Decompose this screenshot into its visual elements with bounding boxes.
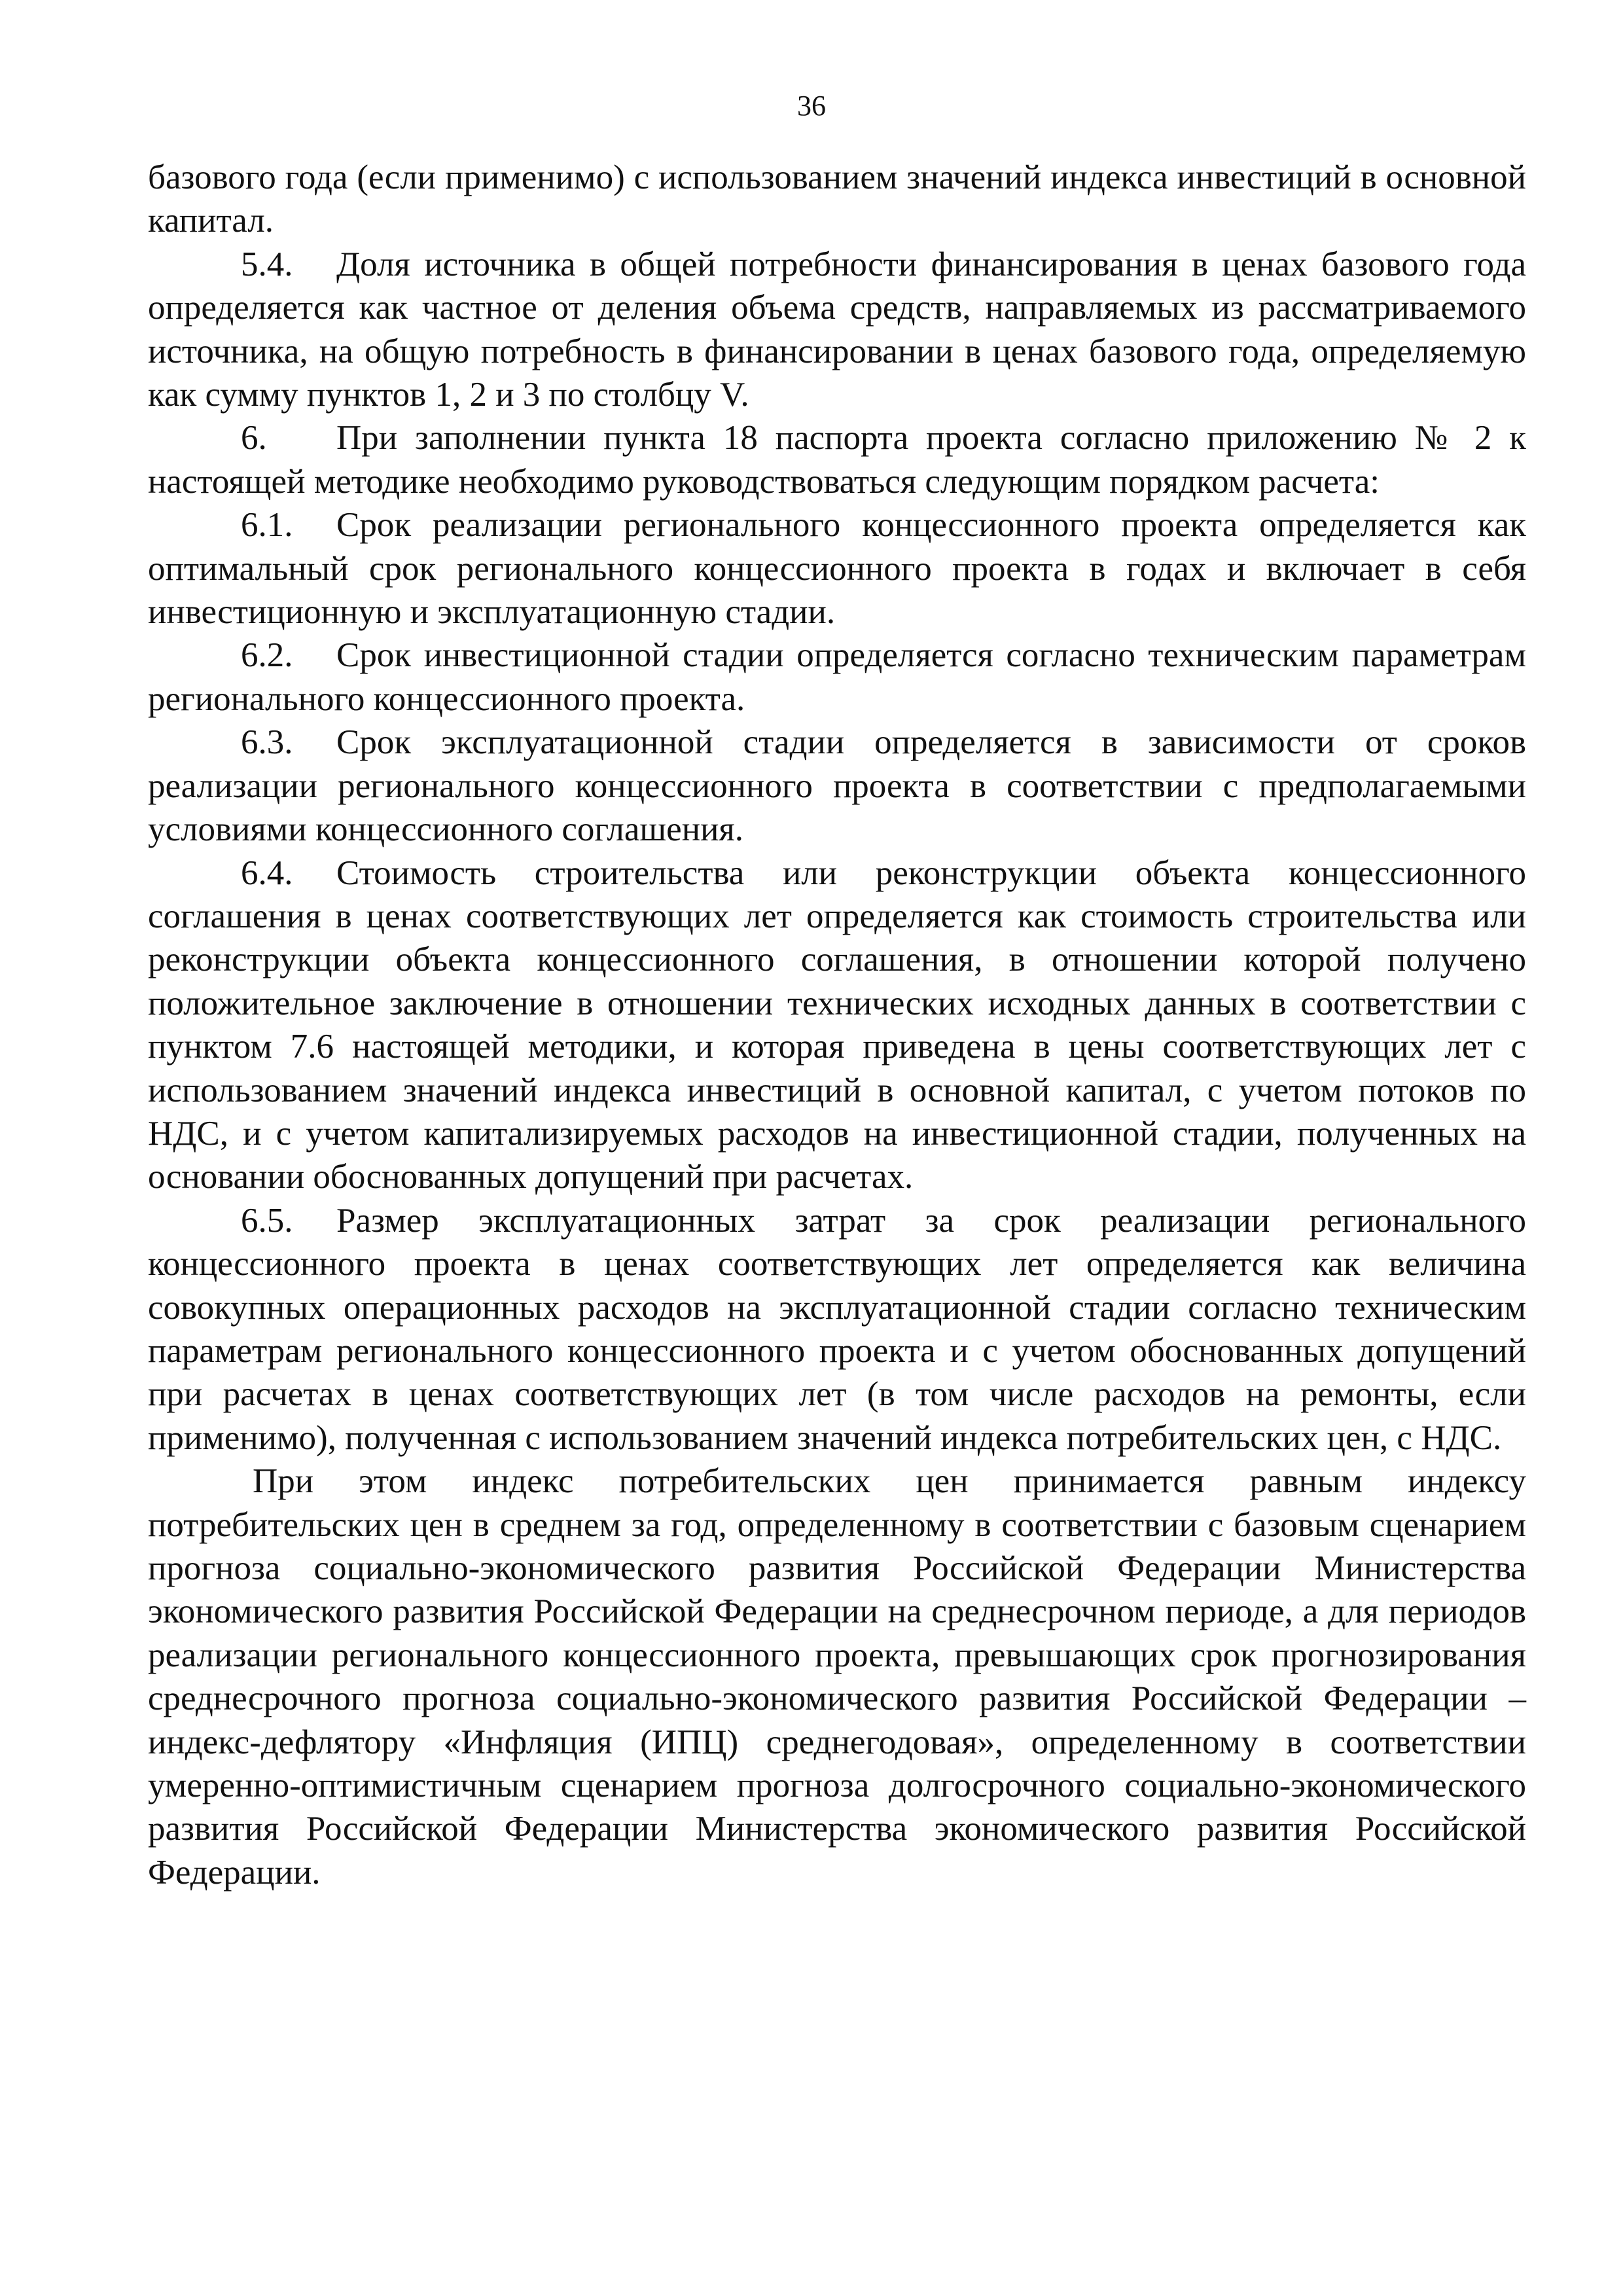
paragraph-6-4 xyxy=(148,852,1526,1199)
paragraph-text: При заполнении пункта 18 паспорта проекта согласно приложению № 2 к настоящей методике необходимо руководствоваться следующим порядком расчета: xyxy=(148,419,1526,501)
paragraph-text: Срок инвестиционной стадии определяется согласно техническим параметрам регионального концессионного проекта. xyxy=(148,636,1526,718)
paragraph-number: 6.5. xyxy=(241,1201,293,1240)
paragraph-number: 6.4. xyxy=(241,853,293,892)
paragraph-cpi-note: При этом индекс потребительских цен принимается равным индексу потребительских цен в среднем за год, определенному в соответствии с базовым сценарием прогноза социально-экономического развития Российской Федерации Министерства экономического развития Российской Федерации на среднесрочном периоде, а для периодов реализации регионального концессионного проекта, превышающих срок прогнозирования среднесрочного прогноза социально-экономического развития Российской Федерации – индекс-дефлятору «Инфляция (ИПЦ) среднегодовая», определенному в соответствии умеренно-оптимистичным сценарием прогноза долгосрочного социально-экономического развития Российской Федерации Министерства экономического развития Российской Федерации. xyxy=(148,1462,1526,1892)
paragraph-text: Размер эксплуатационных затрат за срок реализации регионального концессионного проекта в ценах соответствующих лет определяется как величина совокупных операционных расходов на эксплуатационной стадии согласно техническим параметрам регионального концессионного проекта и с учетом обоснованных допущений при расчетах в ценах соответствующих лет (в том числе расходов на ремонты, если применимо), полученная с использованием значений индекса потребительских цен, с НДС. xyxy=(148,1201,1526,1457)
document-body xyxy=(148,156,1526,1894)
paragraph-text: Срок реализации регионального концессионного проекта определяется как оптимальный срок регионального концессионного проекта в годах и включает в себя инвестиционную и эксплуатационную стадии. xyxy=(148,506,1526,632)
paragraph-6-5 xyxy=(148,1199,1526,1460)
paragraph-6 xyxy=(148,416,1526,503)
paragraph-6-2 xyxy=(148,634,1526,721)
paragraph-6-1 xyxy=(148,503,1526,634)
paragraph-text: Стоимость строительства или реконструкции объекта концессионного соглашения в ценах соответствующих лет определяется как стоимость строительства или реконструкции объекта концессионного соглашения, в отношении которой получено положительное заключение в отношении технических исходных данных в соответствии с пунктом 7.6 настоящей методики, и которая приведена в цены соответствующих лет с использованием значений индекса инвестиций в основной капитал, с учетом потоков по НДС, и с учетом капитализируемых расходов на инвестиционной стадии, полученных на основании обоснованных допущений при расчетах. xyxy=(148,853,1526,1196)
paragraph-number: 6.1. xyxy=(241,506,293,545)
paragraph-number: 6. xyxy=(241,419,267,457)
paragraph-text: Доля источника в общей потребности финансирования в ценах базового года определяется как частное от деления объема средств, направляемых из рассматриваемого источника, на общую потребность в финансировании в ценах базового года, определяемую как сумму пунктов 1, 2 и 3 по столбцу V. xyxy=(148,245,1526,414)
paragraph-6-3 xyxy=(148,721,1526,851)
paragraph-text: Срок эксплуатационной стадии определяется в зависимости от сроков реализации регионального концессионного проекта в соответствии с предполагаемыми условиями концессионного соглашения. xyxy=(148,723,1526,849)
paragraph-5-4 xyxy=(148,243,1526,417)
page-number: 36 xyxy=(797,90,826,122)
paragraph-number: 6.2. xyxy=(241,636,293,675)
paragraph-continuation: базового года (если применимо) с использованием значений индекса инвестиций в основной капитал. xyxy=(148,158,1526,240)
paragraph-number: 5.4. xyxy=(241,245,293,283)
paragraph-number: 6.3. xyxy=(241,723,293,762)
